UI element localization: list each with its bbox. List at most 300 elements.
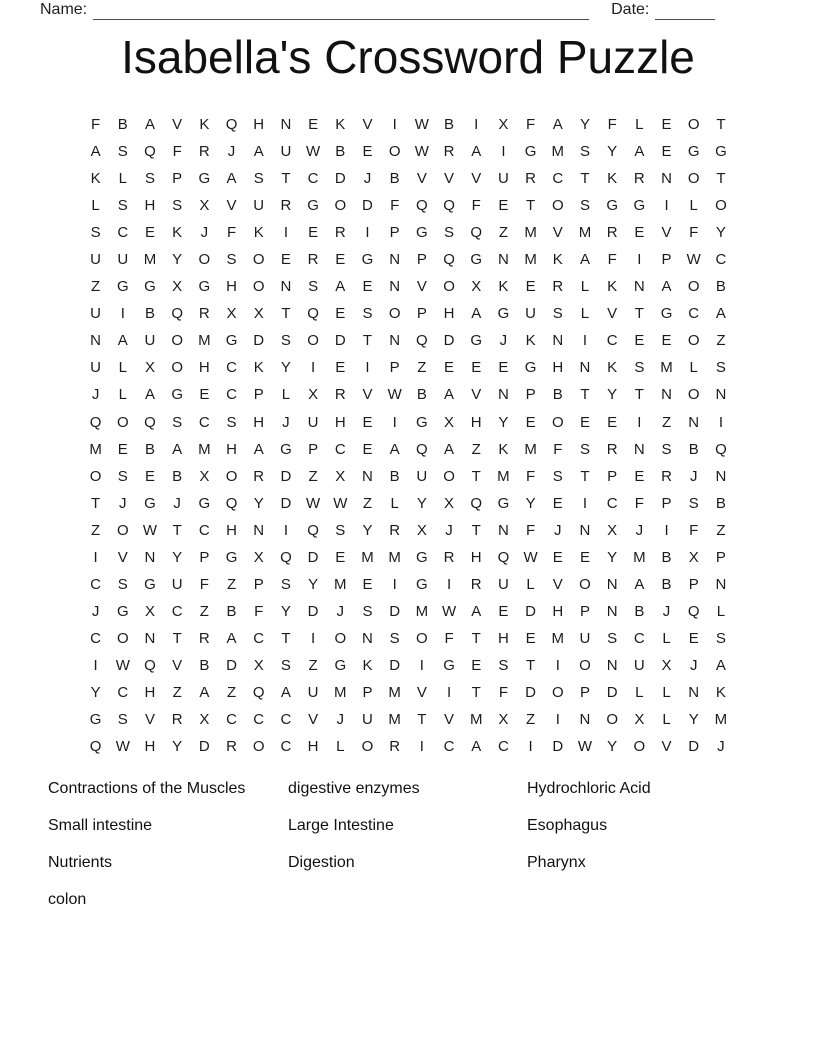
- grid-cell: T: [634, 386, 644, 404]
- grid-cell: O: [252, 251, 265, 269]
- grid-cell: O: [606, 711, 618, 729]
- grid-cell: H: [226, 440, 237, 458]
- grid-cell: J: [119, 494, 127, 512]
- grid-cell: S: [335, 521, 346, 539]
- grid-cell: N: [362, 629, 373, 647]
- grid-cell: V: [552, 575, 563, 593]
- grid-cell: S: [253, 170, 264, 188]
- grid-cell: I: [528, 738, 533, 756]
- grid-cell: C: [226, 711, 237, 729]
- header: [40, 1, 738, 20]
- grid-cell: L: [716, 602, 726, 620]
- grid-cell: R: [525, 170, 537, 188]
- grid-cell: E: [471, 359, 482, 377]
- grid-cell: I: [283, 521, 288, 539]
- grid-cell: P: [607, 467, 618, 485]
- grid-cell: J: [336, 602, 345, 620]
- grid-cell: W: [306, 143, 321, 161]
- grid-cell: R: [171, 711, 183, 729]
- grid-cell: B: [117, 116, 128, 133]
- grid-cell: I: [392, 575, 397, 593]
- grid-cell: Z: [308, 656, 318, 674]
- word-list-item: digestive enzymes: [288, 780, 420, 797]
- grid-cell: K: [715, 683, 726, 701]
- grid-cell: F: [526, 521, 536, 539]
- grid-cell: O: [225, 467, 238, 485]
- grid-cell: T: [281, 629, 291, 647]
- grid-cell: G: [307, 197, 319, 215]
- grid-cell: A: [579, 251, 590, 269]
- grid-cell: N: [606, 602, 618, 620]
- grid-cell: D: [334, 170, 346, 188]
- grid-cell: F: [390, 197, 400, 215]
- grid-cell: L: [580, 278, 590, 296]
- grid-cell: O: [388, 143, 401, 161]
- grid-cell: R: [606, 440, 618, 458]
- grid-cell: J: [689, 467, 698, 485]
- grid-cell: A: [172, 440, 183, 458]
- grid-cell: M: [524, 440, 537, 458]
- grid-cell: N: [389, 332, 401, 350]
- grid-cell: B: [199, 656, 210, 674]
- grid-cell: Y: [362, 521, 373, 539]
- grid-cell: E: [498, 602, 509, 620]
- grid-cell: U: [307, 683, 319, 701]
- grid-cell: I: [446, 575, 452, 593]
- grid-cell: Q: [144, 143, 156, 161]
- grid-cell: O: [551, 197, 564, 215]
- grid-cell: Y: [525, 494, 536, 512]
- grid-cell: B: [144, 440, 155, 458]
- grid-cell: X: [253, 548, 264, 566]
- grid-cell: L: [118, 386, 127, 404]
- grid-cell: T: [580, 170, 590, 188]
- grid-cell: H: [470, 548, 482, 566]
- grid-cell: P: [416, 305, 427, 323]
- grid-cell: Q: [443, 197, 455, 215]
- grid-cell: G: [524, 359, 537, 377]
- grid-cell: S: [552, 305, 563, 323]
- grid-cell: E: [634, 332, 645, 350]
- grid-cell: T: [362, 332, 373, 350]
- grid-cell: O: [687, 170, 700, 188]
- grid-cell: N: [144, 629, 156, 647]
- grid-cell: D: [198, 738, 210, 756]
- grid-cell: C: [497, 738, 509, 756]
- grid-cell: Y: [416, 494, 427, 512]
- grid-cell: Q: [443, 251, 455, 269]
- grid-cell: T: [471, 629, 481, 647]
- grid-cell: I: [419, 738, 424, 756]
- grid-cell: U: [416, 467, 428, 485]
- grid-cell: J: [282, 413, 290, 431]
- grid-cell: O: [116, 629, 129, 647]
- grid-cell: R: [661, 467, 672, 485]
- grid-cell: U: [579, 629, 591, 647]
- grid-cell: B: [226, 602, 237, 620]
- grid-cell: N: [715, 467, 727, 485]
- grid-cell: R: [307, 251, 319, 269]
- grid-cell: M: [198, 440, 211, 458]
- grid-cell: H: [198, 359, 210, 377]
- grid-cell: F: [444, 629, 454, 647]
- grid-cell: Y: [579, 116, 590, 133]
- grid-cell: M: [578, 224, 592, 242]
- grid-cell: N: [389, 278, 401, 296]
- grid-cell: J: [91, 602, 100, 620]
- grid-cell: S: [444, 224, 455, 242]
- grid-cell: W: [115, 738, 130, 756]
- word-list-item: Large Intestine: [288, 817, 394, 834]
- grid-cell: E: [525, 629, 536, 647]
- grid-cell: U: [307, 413, 319, 431]
- grid-cell: Q: [307, 305, 319, 323]
- grid-cell: K: [335, 116, 346, 133]
- grid-cell: S: [661, 440, 672, 458]
- grid-cell: E: [335, 359, 346, 377]
- grid-cell: X: [144, 359, 155, 377]
- grid-cell: S: [117, 467, 128, 485]
- grid-cell: E: [661, 143, 672, 161]
- grid-cell: G: [606, 197, 618, 215]
- grid-cell: A: [335, 278, 346, 296]
- grid-cell: R: [280, 197, 292, 215]
- grid-cell: A: [471, 305, 482, 323]
- grid-cell: X: [308, 386, 319, 404]
- grid-cell: E: [144, 467, 155, 485]
- grid-cell: I: [637, 413, 642, 431]
- grid-cell: F: [226, 224, 237, 242]
- grid-cell: X: [661, 656, 672, 674]
- grid-cell: M: [334, 575, 347, 593]
- grid-cell: Q: [416, 197, 428, 215]
- grid-cell: F: [526, 116, 536, 133]
- grid-cell: A: [226, 170, 237, 188]
- grid-cell: U: [90, 305, 102, 323]
- grid-cell: N: [715, 386, 727, 404]
- grid-cell: R: [198, 629, 210, 647]
- grid-cell: X: [634, 711, 645, 729]
- grid-cell: N: [633, 278, 645, 296]
- grid-cell: C: [198, 413, 210, 431]
- grid-cell: O: [198, 251, 211, 269]
- grid-cell: D: [443, 332, 455, 350]
- date-blank-line: [655, 3, 715, 20]
- grid-cell: A: [90, 143, 101, 161]
- grid-cell: H: [307, 738, 319, 756]
- grid-cell: M: [714, 711, 728, 729]
- grid-cell: G: [687, 143, 700, 161]
- grid-cell: V: [172, 116, 183, 133]
- grid-cell: G: [116, 602, 129, 620]
- grid-cell: N: [90, 332, 102, 350]
- grid-cell: Z: [661, 413, 672, 431]
- grid-cell: W: [414, 116, 429, 133]
- grid-cell: W: [523, 548, 538, 566]
- grid-cell: E: [498, 359, 509, 377]
- grid-cell: U: [280, 143, 292, 161]
- grid-cell: V: [226, 197, 237, 215]
- grid-cell: M: [551, 629, 565, 647]
- grid-cell: W: [142, 521, 158, 539]
- grid-cell: O: [416, 629, 428, 647]
- grid-cell: M: [388, 683, 401, 701]
- grid-cell: F: [471, 197, 481, 215]
- grid-cell: J: [227, 143, 236, 161]
- grid-cell: A: [471, 738, 482, 756]
- grid-cell: A: [117, 332, 128, 350]
- grid-cell: W: [387, 386, 402, 404]
- word-list: [48, 780, 747, 928]
- grid-cell: X: [199, 467, 210, 485]
- grid-cell: N: [661, 170, 672, 188]
- grid-cell: M: [497, 467, 510, 485]
- grid-cell: N: [497, 521, 509, 539]
- grid-cell: R: [198, 305, 210, 323]
- grid-cell: S: [634, 359, 645, 377]
- grid-cell: E: [362, 278, 373, 296]
- grid-cell: G: [144, 494, 156, 512]
- grid-cell: I: [664, 197, 669, 215]
- grid-cell: P: [416, 251, 427, 269]
- grid-cell: G: [524, 143, 537, 161]
- grid-cell: G: [198, 170, 211, 188]
- grid-cell: K: [607, 278, 618, 296]
- grid-cell: T: [417, 711, 427, 729]
- grid-cell: X: [498, 116, 509, 133]
- grid-cell: C: [715, 251, 727, 269]
- grid-cell: N: [362, 467, 373, 485]
- grid-cell: I: [392, 116, 397, 133]
- grid-cell: O: [307, 332, 319, 350]
- name-label: Name:: [40, 1, 88, 18]
- grid-cell: I: [120, 305, 125, 323]
- grid-cell: G: [497, 305, 510, 323]
- grid-cell: L: [336, 738, 345, 756]
- grid-cell: K: [498, 440, 509, 458]
- grid-cell: B: [661, 575, 672, 593]
- grid-cell: U: [90, 251, 102, 269]
- grid-cell: G: [225, 548, 238, 566]
- grid-cell: T: [281, 305, 291, 323]
- grid-cell: H: [144, 683, 156, 701]
- grid-cell: L: [662, 683, 671, 701]
- grid-cell: S: [144, 170, 155, 188]
- grid-cell: N: [688, 413, 700, 431]
- grid-cell: R: [443, 548, 455, 566]
- grid-cell: A: [199, 683, 210, 701]
- grid-cell: Q: [225, 116, 238, 133]
- word-list-item: colon: [48, 891, 87, 908]
- grid-cell: K: [253, 359, 264, 377]
- grid-cell: O: [443, 278, 455, 296]
- grid-cell: D: [525, 602, 537, 620]
- grid-cell: T: [526, 656, 536, 674]
- grid-cell: Z: [226, 575, 237, 593]
- grid-cell: D: [362, 197, 373, 215]
- grid-cell: Z: [716, 521, 726, 539]
- grid-cell: C: [90, 575, 102, 593]
- grid-cell: C: [606, 494, 618, 512]
- grid-cell: Q: [89, 413, 102, 431]
- grid-cell: J: [91, 386, 100, 404]
- grid-cell: I: [582, 332, 588, 350]
- grid-cell: F: [498, 683, 508, 701]
- grid-cell: E: [335, 305, 346, 323]
- grid-cell: S: [90, 224, 101, 242]
- grid-cell: G: [198, 494, 211, 512]
- grid-cell: E: [199, 386, 210, 404]
- grid-cell: E: [688, 629, 699, 647]
- grid-cell: B: [416, 386, 427, 404]
- grid-cell: Y: [253, 494, 264, 512]
- grid-cell: K: [552, 251, 563, 269]
- grid-cell: L: [635, 683, 644, 701]
- grid-cell: H: [470, 413, 482, 431]
- grid-cell: I: [501, 143, 506, 161]
- grid-cell: S: [715, 359, 726, 377]
- grid-cell: A: [253, 143, 264, 161]
- grid-cell: E: [362, 440, 373, 458]
- grid-cell: A: [715, 305, 726, 323]
- grid-cell: C: [280, 738, 292, 756]
- grid-cell: M: [89, 440, 102, 458]
- grid-cell: U: [117, 251, 129, 269]
- grid-cell: O: [687, 332, 700, 350]
- grid-cell: P: [579, 602, 590, 620]
- grid-cell: K: [199, 116, 210, 133]
- grid-cell: V: [416, 278, 427, 296]
- grid-cell: E: [471, 656, 482, 674]
- grid-cell: G: [198, 278, 211, 296]
- grid-cell: X: [471, 278, 482, 296]
- grid-cell: W: [577, 738, 593, 756]
- grid-cell: E: [607, 413, 618, 431]
- grid-cell: C: [226, 386, 237, 404]
- grid-cell: A: [715, 656, 726, 674]
- grid-cell: B: [688, 440, 699, 458]
- grid-cell: O: [687, 278, 700, 296]
- grid-cell: E: [362, 413, 373, 431]
- grid-cell: K: [607, 359, 618, 377]
- grid-cell: O: [116, 521, 129, 539]
- grid-cell: E: [362, 575, 373, 593]
- grid-cell: L: [635, 116, 644, 133]
- grid-cell: Y: [280, 359, 291, 377]
- grid-cell: Z: [91, 278, 101, 296]
- grid-cell: T: [716, 116, 726, 133]
- grid-cell: E: [525, 278, 536, 296]
- grid-cell: D: [389, 602, 401, 620]
- word-list-item: Esophagus: [527, 817, 608, 834]
- grid-cell: E: [579, 548, 590, 566]
- grid-cell: E: [661, 332, 672, 350]
- grid-cell: Q: [252, 683, 265, 701]
- grid-cell: X: [172, 278, 183, 296]
- grid-cell: A: [144, 116, 155, 133]
- grid-cell: T: [91, 494, 101, 512]
- grid-cell: G: [660, 305, 673, 323]
- grid-cell: V: [144, 711, 155, 729]
- grid-cell: G: [470, 251, 483, 269]
- grid-cell: W: [115, 656, 130, 674]
- grid-cell: P: [362, 683, 373, 701]
- grid-cell: S: [362, 602, 373, 620]
- grid-cell: G: [416, 575, 428, 593]
- grid-cell: X: [226, 305, 237, 323]
- grid-cell: I: [311, 629, 316, 647]
- grid-cell: X: [199, 711, 210, 729]
- grid-cell: Y: [90, 683, 101, 701]
- grid-cell: S: [362, 305, 373, 323]
- grid-cell: G: [144, 278, 156, 296]
- grid-cell: P: [715, 548, 726, 566]
- grid-cell: V: [607, 305, 618, 323]
- grid-cell: F: [689, 521, 699, 539]
- grid-cell: V: [362, 116, 373, 133]
- grid-cell: E: [117, 440, 128, 458]
- grid-cell: R: [253, 467, 265, 485]
- grid-cell: C: [606, 332, 618, 350]
- grid-cell: Q: [470, 224, 483, 242]
- grid-cell: X: [416, 521, 427, 539]
- grid-cell: V: [471, 386, 482, 404]
- grid-cell: E: [444, 359, 455, 377]
- grid-cell: P: [253, 575, 264, 593]
- grid-cell: N: [606, 575, 618, 593]
- grid-cell: N: [552, 332, 564, 350]
- grid-cell: V: [661, 738, 672, 756]
- grid-cell: E: [634, 467, 645, 485]
- grid-cell: B: [715, 494, 726, 512]
- grid-cell: H: [253, 116, 265, 133]
- grid-cell: N: [497, 386, 509, 404]
- grid-cell: S: [607, 629, 618, 647]
- grid-cell: T: [172, 629, 182, 647]
- grid-cell: R: [389, 738, 401, 756]
- grid-cell: A: [552, 116, 563, 133]
- grid-cell: E: [144, 224, 155, 242]
- grid-cell: J: [717, 738, 725, 756]
- grid-cell: A: [226, 629, 237, 647]
- grid-cell: B: [335, 143, 346, 161]
- grid-cell: P: [199, 548, 210, 566]
- page-title: Isabella's Crossword Puzzle: [121, 31, 695, 83]
- grid-cell: M: [334, 683, 347, 701]
- grid-cell: X: [688, 548, 699, 566]
- grid-cell: L: [390, 494, 399, 512]
- grid-cell: L: [526, 575, 535, 593]
- date-label: Date:: [611, 1, 650, 18]
- grid-cell: S: [552, 467, 563, 485]
- grid-cell: G: [225, 332, 238, 350]
- grid-cell: L: [118, 170, 127, 188]
- grid-cell: R: [334, 386, 346, 404]
- grid-cell: I: [446, 683, 452, 701]
- grid-cell: R: [334, 224, 346, 242]
- grid-cell: Q: [144, 656, 156, 674]
- grid-cell: O: [715, 197, 727, 215]
- grid-cell: A: [144, 386, 155, 404]
- grid-cell: U: [144, 332, 156, 350]
- grid-cell: V: [552, 224, 563, 242]
- grid-cell: W: [306, 494, 321, 512]
- grid-cell: R: [633, 170, 645, 188]
- grid-cell: T: [471, 521, 481, 539]
- grid-cell: Y: [172, 738, 183, 756]
- grid-cell: S: [498, 656, 509, 674]
- grid-cell: K: [498, 278, 509, 296]
